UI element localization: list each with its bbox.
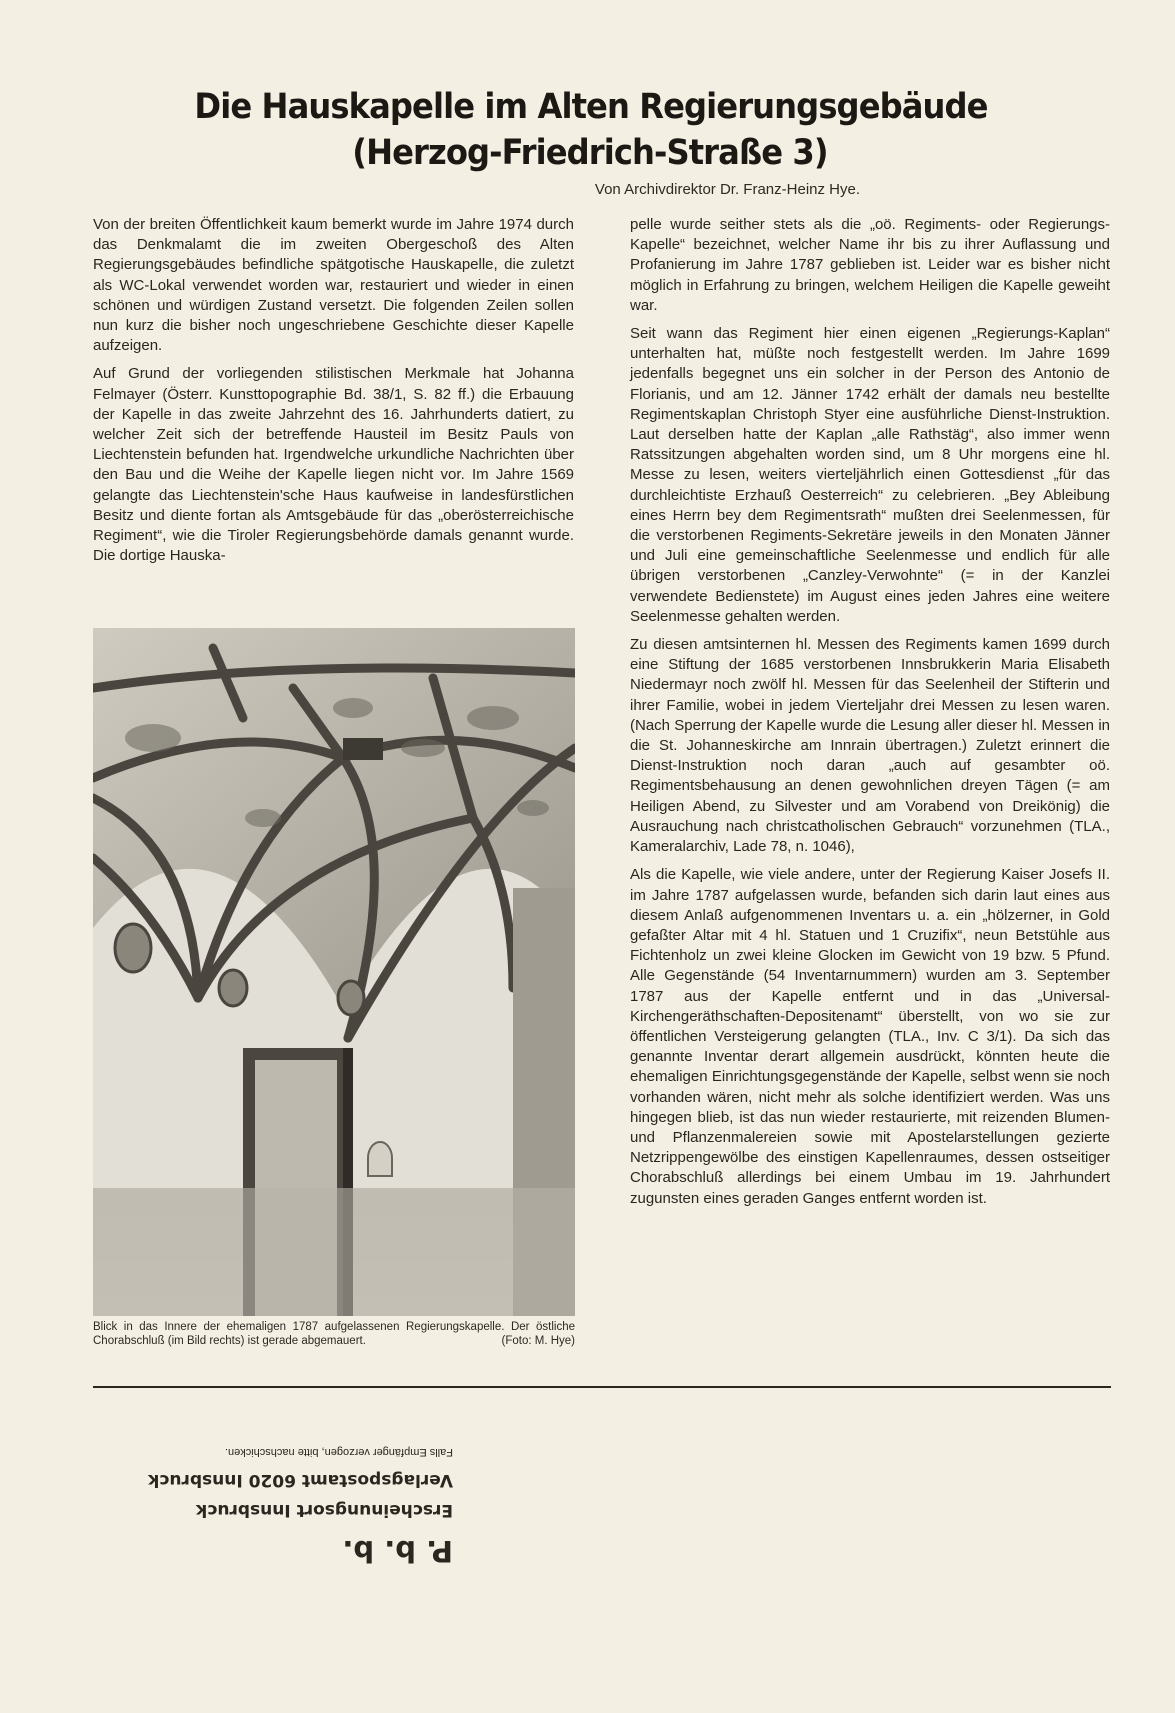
publication-place: Erscheinungsort Innsbruck <box>195 1500 453 1520</box>
right-column <box>630 215 1110 1217</box>
title-line-2: (Herzog-Friedrich-Straße 3) <box>352 133 828 173</box>
chapel-vault-photo <box>93 628 575 1316</box>
chapel-vault-illustration <box>93 628 575 1316</box>
photo-caption <box>93 1321 575 1348</box>
paragraph: Als die Kapelle, wie viele andere, unter der Regierung Kaiser Josefs II. im Jahre 1787 aufgelassen wurde, befanden sich darin laut eines aus diesem Anlaß aufgenommenen Inventars u. a. ein „hölzerner, in Gold gefaßter Altar mit 4 hl. Statuen und 1 Cruzifix“, neun Betstühle aus Fichtenholz un zwei kleine Glocken im Gewicht von 19 bzw. 5 Pfund. Alle Gegenstände (54 Inventarnummern) wurden am 3. September 1787 aus der Kapelle entfernt und in das „Universal-Kirchengeräthschaften-Depositenamt“ überstellt, von wo sie zur öffentlichen Versteigerung gelangten (TLA., Inv. C 3/1). Da sich das genannte Inventar derart allgemein ausdrückt, könnten heute die ehemaligen Einrichtungsgegenstände der Kapelle, selbst wenn sie noch vorhanden wären, nicht mehr als solche identifiziert werden. Was uns hingegen blieb, ist das nun wieder restaurierte, mit reizenden Blumen- und Pflanzenmalereien sowie mit Apostelarstellungen gezierte Netzrippengewölbe des einstigen Kapellenraumes, dessen ostseitiger Chorabschluß allerdings bei einem Umbau im 19. Jahrhundert zugunsten eines geraden Ganges entfernt worden ist. <box>630 866 1110 1207</box>
paragraph: Seit wann das Regiment hier einen eigenen „Regierungs-Kaplan“ unterhalten hat, müßte noch festgestellt werden. Im Jahre 1699 jedenfalls begegnet uns ein solcher in der Person des Antonio de Florianis, und am 12. Jänner 1742 erhält der damals neu bestellte Regimentskaplan Christoph Styer eine ausführliche Dienst-Instruktion. Laut derselben hatte der Kaplan „alle Rathstäg“, also immer wenn Ratssitzungen abgehalten worden sind, um 8 Uhr morgens eine hl. Messe zu lesen, weiters vierteljährlich einen Gottesdienst „für das durchleichtiste Erzhauß Oesterreich“ zu celebrieren. „Bey Ableibung eines Herrn bey dem Regimentsrath“ mußten drei Seelenmessen, für die verstorbenen Regiments-Sekretäre jeweils in den Monaten Jänner und Juli eine gemeinschaftliche Seelenmesse und endlich für alle übrigen verstorbenen „Canzley-Verwohnte“ (= in der Kanzlei verwendete Bedienstete) im August eines jeden Jahres eine weitere Seelenmesse gehalten werden. <box>630 325 1110 625</box>
paragraph: Zu diesen amtsinternen hl. Messen des Regiments kamen 1699 durch eine Stiftung der 1685 verstorbenen Innsbrukkerin Maria Elisabeth Niedermayr noch zwölf hl. Messen für das Seelenheil der Stifterin und ihrer Familie, wobei in jedem Vierteljahr drei Messen zu lesen waren. (Nach Sperrung der Kapelle wurde die Lesung aller dieser hl. Messen in die St. Johanneskirche am Innrain übertragen.) Zuletzt erinnert die Dienst-Instruktion noch daran „auch auf gesambter oö. Regimentsbehausung an denen gewohnlichen dreyen Tägen (= am Heiligen Abend, zu Silvester und am Vorabend von Dreikönig) die Ausrauchung nach christcatholischen Gebrauch“ vorzunehmen (TLA., Kameralarchiv, Lade 78, n. 1046), <box>630 636 1110 856</box>
paragraph: Von der breiten Öffentlichkeit kaum bemerkt wurde im Jahre 1974 durch das Denkmalamt die im zweiten Obergeschoß des Alten Regierungsgebäudes befindliche spätgotische Hauskapelle, die zuletzt als WC-Lokal verwendet worden war, restauriert und wieder in einen schönen und würdigen Zustand versetzt. Die folgenden Zeilen sollen nun kurz die bisher noch ungeschriebene Geschichte dieser Kapelle aufzeigen. <box>93 216 574 355</box>
photo-credit: (Foto: M. Hye) <box>501 1334 575 1347</box>
postal-imprint <box>93 1428 453 1568</box>
article-title <box>194 84 988 176</box>
byline: Von Archivdirektor Dr. Franz-Heinz Hye. <box>594 181 860 198</box>
forwarding-note: Falls Empfänger verzogen, bitte nachschicken. <box>224 1446 453 1458</box>
divider-rule <box>93 1386 1111 1388</box>
left-column <box>93 215 574 574</box>
publisher-post-office: Verlagspostamt 6020 Innsbruck <box>148 1470 453 1490</box>
pbb-mark: P. b. b. <box>342 1534 453 1568</box>
title-line-1: Die Hauskapelle im Alten Regierungsgebäude <box>194 87 988 127</box>
caption-text: Blick in das Innere der ehemaligen 1787 aufgelassenen Regierungskapelle. Der östliche Chorabschluß (im Bild rechts) ist gerade abgemauert. <box>93 1321 575 1347</box>
paragraph: pelle wurde seither stets als die „oö. Regiments- oder Regierungs-Kapelle“ bezeichnet, welcher Name ihr bis zu ihrer Auflassung und Profanierung im Jahre 1787 geblieben ist. Leider war es bisher nicht möglich in Erfahrung zu bringen, welchem Heiligen die Kapelle geweiht war. <box>630 216 1110 314</box>
paragraph: Auf Grund der vorliegenden stilistischen Merkmale hat Johanna Felmayer (Österr. Kunsttopographie Bd. 38/1, S. 82 ff.) die Erbauung der Kapelle in das zweite Jahrzehnt des 16. Jahrhunderts datiert, zu welcher Zeit sich der betreffende Hausteil im Besitz Pauls von Liechtenstein befunden hat. Irgendwelche urkundliche Nachrichten über den Bau und die Weihe der Kapelle liegen nicht vor. Im Jahre 1569 gelangte das Liechtenstein'sche Haus kaufweise in landesfürstlichen Besitz und diente fortan als Amtsgebäude für das „oberösterreichische Regiment“, wie die Tiroler Regierungsbehörde damals genannt wurde. Die dortige Hauska- <box>93 365 574 565</box>
